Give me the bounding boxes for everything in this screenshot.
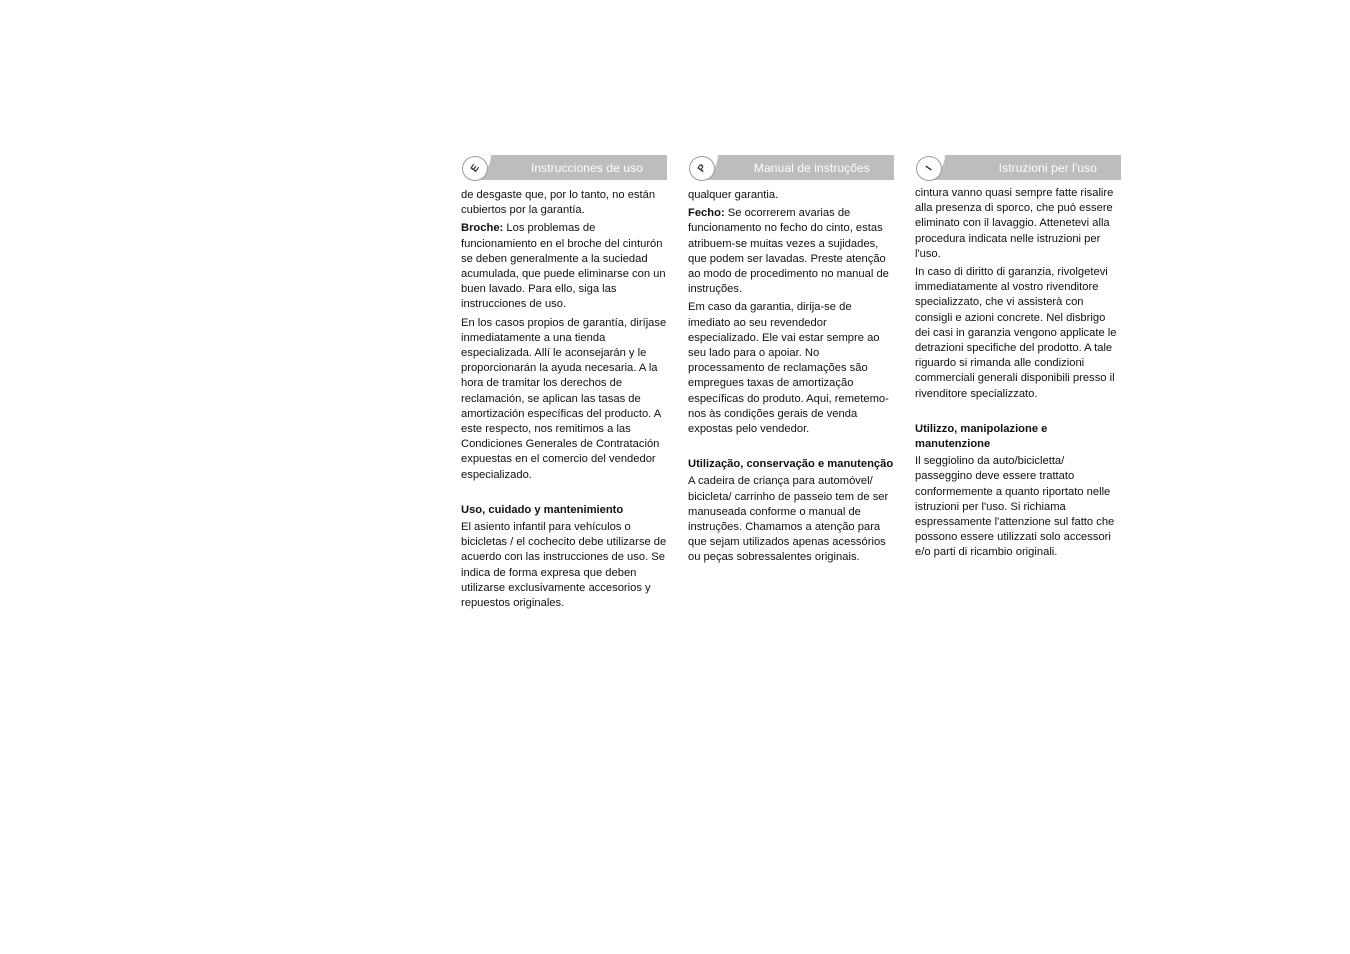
section-heading: Utilizzo, manipolazione e manutenzione	[915, 422, 1048, 451]
section-header	[915, 155, 1121, 180]
paragraph: Em caso da garantia, dirija-se de imediato ao seu revendedor especializado. Ele vai estar sempre ao seu lado para o apoiar. No processamento de reclamações são empregues taxas de amortização específicas do produto. Aqui, remetemo-nos às condições gerais de venda expostas pelo vendedor.	[688, 301, 889, 436]
paragraph: Il seggiolino da auto/bicicletta/ passeggino deve essere trattato conformemente a quanto riportato nelle istruzioni per l'uso. Si richiama espressamente l'attenzione sul fatto che possono essere utilizzati solo accessori e/o parti di ricambio originali.	[915, 455, 1115, 559]
paragraph: In caso di diritto di garanzia, rivolgetevi immediatamente al vostro rivenditore specializzato, che vi assisterà con consigli e azioni concrete. Nel disbrigo dei casi in garanzia vengono applicate le detrazioni specifiche del prodotto. A tale riguardo si rimanda alle condizioni commerciali generali disponibili presso il rivenditore specializzato.	[915, 266, 1117, 400]
paragraph: qualquer garantia.	[688, 189, 779, 201]
paragraph-label: Fecho:	[688, 207, 725, 220]
section-heading: Utilização, conservação e manutenção	[688, 458, 894, 471]
column-body	[915, 186, 1121, 561]
header-title: Instrucciones de uso	[530, 161, 643, 175]
paragraph-label: Broche:	[461, 222, 504, 235]
header-title: Istruzioni per l'uso	[998, 161, 1097, 175]
paragraph: cintura vanno quasi sempre fatte risalire alla presenza di sporco, che può essere eliminato con il lavaggio. Attenetevi alla procedura indicata nelle istruzioni per l'uso.	[915, 187, 1114, 260]
section-heading: Uso, cuidado y mantenimiento	[461, 503, 624, 516]
column-portuguese	[688, 155, 894, 569]
language-badge-icon: E	[462, 156, 488, 181]
column-spanish	[461, 155, 667, 614]
language-badge-icon: P	[689, 156, 715, 181]
paragraph: Fecho: Se ocorrerem avarias de funcionamento no fecho do cinto, estas atribuem-se muitas vezes a sujidades, que podem ser lavadas. Preste atenção ao modo de procedimento no manual de instruções.	[688, 207, 889, 296]
paragraph: A cadeira de criança para automóvel/ bicicleta/ carrinho de passeio tem de ser manuseada conforme o manual de instruções. Chamamos a atenção para que sejam utilizados apenas acessórios ou peças sobressalentes originais.	[688, 475, 889, 564]
section-header	[461, 155, 667, 180]
paragraph: Broche: Los problemas de funcionamiento en el broche del cinturón se deben generalmente a la suciedad acumulada, que puede eliminarse con un buen lavado. Para ello, siga las instrucciones de uso.	[461, 222, 666, 311]
column-body	[461, 188, 667, 611]
paragraph: En los casos propios de garantía, diríjase inmediatamente a una tienda especializada. Allí le aconsejarán y le proporcionarán la ayuda necesaria. A la hora de tramitar los derechos de reclamación, se aplican las tasas de amortización específicas del producto. A este respecto, nos remitimos a las Condiciones Generales de Contratación expuestas en el comercio del vendedor especializado.	[461, 316, 667, 481]
header-title: Manual de instruções	[753, 161, 870, 175]
paragraph: de desgaste que, por lo tanto, no están cubiertos por la garantía.	[461, 189, 656, 217]
language-badge-icon: I	[916, 156, 942, 181]
paragraph: El asiento infantil para vehículos o bicicletas / el cochecito debe utilizarse de acuerdo con las instrucciones de uso. Se indica de forma expresa que deben utilizarse exclusivamente accesorios y repuestos originales.	[461, 521, 667, 610]
column-body	[688, 188, 894, 566]
column-italian	[915, 155, 1121, 564]
section-header	[688, 155, 894, 180]
